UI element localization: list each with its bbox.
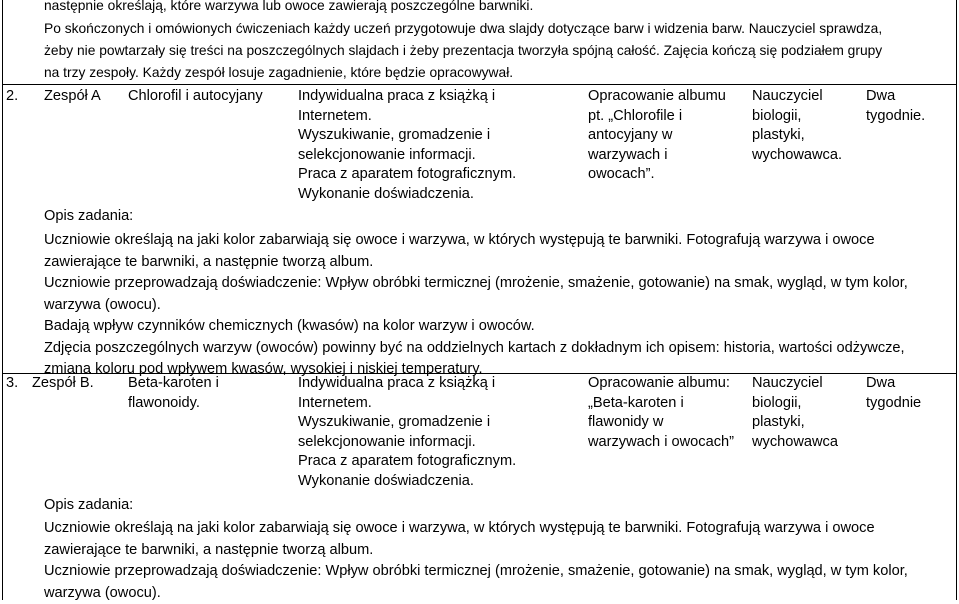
topic-line: flawonoidy. <box>128 394 219 414</box>
methods-line: selekcjonowanie informacji. <box>298 146 516 166</box>
methods-line: Wyszukiwanie, gromadzenie i <box>298 413 516 433</box>
time-line: Dwa <box>866 374 921 394</box>
outcome-line: owocach”. <box>588 165 726 185</box>
task-line: Zdjęcia poszczególnych warzyw (owoców) powinny być na oddzielnych kartach z dokładnym ich opisem: historia, wartości odżywcze, <box>44 338 908 360</box>
time-line: tygodnie. <box>866 107 925 127</box>
methods-cell <box>298 374 516 491</box>
responsible-line: biologii, <box>752 107 842 127</box>
outcome-line: pt. „Chlorofile i <box>588 107 726 127</box>
row-number: 2. <box>6 87 18 107</box>
topic-line: Chlorofil i autocyjany <box>128 87 263 107</box>
time-line: Dwa <box>866 87 925 107</box>
responsible-cell <box>752 87 842 165</box>
methods-line: selekcjonowanie informacji. <box>298 433 516 453</box>
outcome-line: Opracowanie albumu <box>588 87 726 107</box>
methods-line: Wykonanie doświadczenia. <box>298 472 516 492</box>
outcome-line: flawonidy w <box>588 413 734 433</box>
table-left-border <box>2 0 3 600</box>
outcome-cell <box>588 374 734 452</box>
outcome-line: warzywach i owocach” <box>588 433 734 453</box>
topic-cell <box>128 87 263 107</box>
row-divider <box>2 84 957 85</box>
responsible-line: plastyki, <box>752 126 842 146</box>
intro-line: żeby nie powtarzały się treści na poszczególnych slajdach i żeby prezentacja tworzyła spójną całość. Zajęcia kończą się podziałem grupy <box>44 41 882 60</box>
intro-line: na trzy zespoły. Każdy zespół losuje zagadnienie, które będzie opracowywał. <box>44 63 513 82</box>
table-right-border <box>956 0 957 600</box>
methods-line: Indywidualna praca z książką i <box>298 87 516 107</box>
methods-line: Wykonanie doświadczenia. <box>298 185 516 205</box>
responsible-line: Nauczyciel <box>752 87 842 107</box>
methods-line: Praca z aparatem fotograficznym. <box>298 165 516 185</box>
methods-line: Wyszukiwanie, gromadzenie i <box>298 126 516 146</box>
intro-line: następnie określają, które warzywa lub owoce zawierają poszczególne barwniki. <box>44 0 533 15</box>
outcome-line: antocyjany w <box>588 126 726 146</box>
responsible-line: plastyki, <box>752 413 838 433</box>
task-title: Opis zadania: <box>44 207 133 227</box>
intro-line: Po skończonych i omówionych ćwiczeniach każdy uczeń przygotowuje dwa slajdy dotyczące barw i widzenia barw. Nauczyciel sprawdza, <box>44 19 882 38</box>
task-description <box>44 518 908 604</box>
time-cell <box>866 374 921 413</box>
responsible-cell <box>752 374 838 452</box>
row-number: 3. <box>6 374 18 394</box>
task-line: zawierające te barwniki, a następnie tworzą album. <box>44 252 908 274</box>
responsible-line: Nauczyciel <box>752 374 838 394</box>
outcome-line: „Beta-karoten i <box>588 394 734 414</box>
methods-line: Internetem. <box>298 394 516 414</box>
task-line: zmiana koloru pod wpływem kwasów, wysokiej i niskiej temperatury. <box>44 359 908 381</box>
task-title: Opis zadania: <box>44 496 133 516</box>
task-line: warzywa (owocu). <box>44 295 908 317</box>
responsible-line: wychowawca. <box>752 146 842 166</box>
time-cell <box>866 87 925 126</box>
methods-line: Praca z aparatem fotograficznym. <box>298 452 516 472</box>
responsible-line: biologii, <box>752 394 838 414</box>
methods-cell <box>298 87 516 204</box>
topic-cell <box>128 374 219 413</box>
responsible-line: wychowawca <box>752 433 838 453</box>
outcome-line: warzywach i <box>588 146 726 166</box>
task-line: Uczniowie określają na jaki kolor zabarwiają się owoce i warzywa, w których występują te barwniki. Fotografują warzywa i owoce <box>44 230 908 252</box>
task-line: warzywa (owocu). <box>44 583 908 604</box>
outcome-cell <box>588 87 726 185</box>
team-name: Zespół A <box>44 87 101 107</box>
task-line: Uczniowie przeprowadzają doświadczenie: Wpływ obróbki termicznej (mrożenie, smażenie, gotowanie) na smak, wygląd, w tym kolor, <box>44 561 908 583</box>
team-name: Zespół B. <box>32 374 94 394</box>
topic-line: Beta-karoten i <box>128 374 219 394</box>
methods-line: Indywidualna praca z książką i <box>298 374 516 394</box>
task-line: Uczniowie przeprowadzają doświadczenie: Wpływ obróbki termicznej (mrożenie, smażenie, gotowanie) na smak, wygląd, w tym kolor, <box>44 273 908 295</box>
time-line: tygodnie <box>866 394 921 414</box>
task-line: Uczniowie określają na jaki kolor zabarwiają się owoce i warzywa, w których występują te barwniki. Fotografują warzywa i owoce <box>44 518 908 540</box>
task-description <box>44 230 908 381</box>
methods-line: Internetem. <box>298 107 516 127</box>
task-line: zawierające te barwniki, a następnie tworzą album. <box>44 540 908 562</box>
outcome-line: Opracowanie albumu: <box>588 374 734 394</box>
task-line: Badają wpływ czynników chemicznych (kwasów) na kolor warzyw i owoców. <box>44 316 908 338</box>
